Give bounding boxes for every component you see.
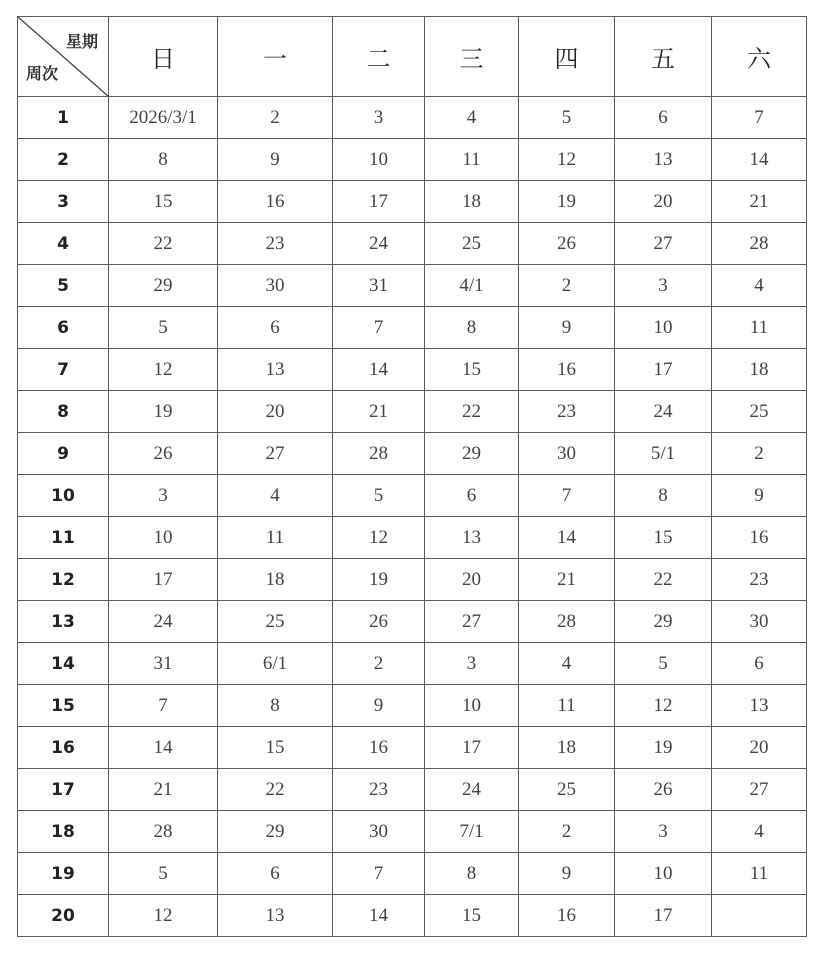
date-cell: 10 — [615, 307, 712, 349]
date-cell: 14 — [333, 895, 425, 937]
week-row — [18, 307, 807, 349]
week-number: 14 — [18, 643, 109, 685]
date-cell: 3 — [109, 475, 218, 517]
corner-header — [18, 17, 109, 97]
calendar-table — [17, 16, 807, 937]
date-cell: 22 — [109, 223, 218, 265]
date-cell: 18 — [218, 559, 333, 601]
date-cell: 24 — [333, 223, 425, 265]
date-cell: 7 — [333, 853, 425, 895]
week-number: 7 — [18, 349, 109, 391]
date-cell: 6 — [615, 97, 712, 139]
week-row — [18, 433, 807, 475]
week-row — [18, 769, 807, 811]
date-cell: 5 — [109, 307, 218, 349]
date-cell: 16 — [333, 727, 425, 769]
date-cell: 26 — [109, 433, 218, 475]
week-row — [18, 601, 807, 643]
date-cell: 6 — [218, 853, 333, 895]
date-cell — [712, 895, 807, 937]
date-cell: 14 — [519, 517, 615, 559]
date-cell: 17 — [109, 559, 218, 601]
date-cell: 27 — [218, 433, 333, 475]
date-cell: 25 — [712, 391, 807, 433]
date-cell: 12 — [519, 139, 615, 181]
date-cell: 16 — [519, 895, 615, 937]
date-cell: 13 — [615, 139, 712, 181]
week-row — [18, 223, 807, 265]
date-cell: 4 — [519, 643, 615, 685]
date-cell: 13 — [218, 895, 333, 937]
date-cell: 7/1 — [425, 811, 519, 853]
week-number: 1 — [18, 97, 109, 139]
date-cell: 3 — [425, 643, 519, 685]
date-cell: 15 — [425, 895, 519, 937]
week-row — [18, 517, 807, 559]
date-cell: 14 — [712, 139, 807, 181]
week-row — [18, 559, 807, 601]
date-cell: 2026/3/1 — [109, 97, 218, 139]
date-cell: 12 — [615, 685, 712, 727]
day-header: 二 — [333, 17, 425, 97]
date-cell: 19 — [109, 391, 218, 433]
date-cell: 17 — [333, 181, 425, 223]
week-number: 8 — [18, 391, 109, 433]
date-cell: 2 — [333, 643, 425, 685]
corner-label-week: 周次 — [26, 64, 59, 83]
date-cell: 30 — [519, 433, 615, 475]
date-cell: 12 — [333, 517, 425, 559]
week-number: 5 — [18, 265, 109, 307]
date-cell: 26 — [615, 769, 712, 811]
date-cell: 4/1 — [425, 265, 519, 307]
date-cell: 28 — [712, 223, 807, 265]
corner-label-weekday: 星期 — [65, 32, 98, 51]
date-cell: 29 — [425, 433, 519, 475]
date-cell: 24 — [109, 601, 218, 643]
date-cell: 10 — [425, 685, 519, 727]
date-cell: 9 — [712, 475, 807, 517]
date-cell: 29 — [218, 811, 333, 853]
date-cell: 24 — [425, 769, 519, 811]
date-cell: 20 — [712, 727, 807, 769]
date-cell: 6 — [218, 307, 333, 349]
date-cell: 21 — [712, 181, 807, 223]
week-number: 18 — [18, 811, 109, 853]
date-cell: 16 — [712, 517, 807, 559]
date-cell: 23 — [519, 391, 615, 433]
date-cell: 25 — [519, 769, 615, 811]
date-cell: 6 — [425, 475, 519, 517]
date-cell: 7 — [333, 307, 425, 349]
date-cell: 30 — [712, 601, 807, 643]
week-row — [18, 727, 807, 769]
date-cell: 5 — [615, 643, 712, 685]
week-row — [18, 811, 807, 853]
date-cell: 8 — [425, 307, 519, 349]
date-cell: 6 — [712, 643, 807, 685]
week-number: 16 — [18, 727, 109, 769]
date-cell: 11 — [712, 307, 807, 349]
date-cell: 19 — [519, 181, 615, 223]
date-cell: 18 — [425, 181, 519, 223]
week-number: 9 — [18, 433, 109, 475]
date-cell: 21 — [333, 391, 425, 433]
week-row — [18, 853, 807, 895]
date-cell: 14 — [333, 349, 425, 391]
week-number: 2 — [18, 139, 109, 181]
date-cell: 9 — [519, 853, 615, 895]
week-row — [18, 265, 807, 307]
week-number: 17 — [18, 769, 109, 811]
date-cell: 8 — [425, 853, 519, 895]
date-cell: 15 — [109, 181, 218, 223]
date-cell: 12 — [109, 895, 218, 937]
date-cell: 20 — [615, 181, 712, 223]
date-cell: 8 — [109, 139, 218, 181]
day-header: 六 — [712, 17, 807, 97]
week-row — [18, 181, 807, 223]
date-cell: 9 — [519, 307, 615, 349]
header-row — [18, 17, 807, 97]
date-cell: 11 — [218, 517, 333, 559]
week-row — [18, 475, 807, 517]
date-cell: 11 — [425, 139, 519, 181]
week-number: 15 — [18, 685, 109, 727]
date-cell: 18 — [712, 349, 807, 391]
date-cell: 28 — [109, 811, 218, 853]
date-cell: 22 — [218, 769, 333, 811]
date-cell: 9 — [333, 685, 425, 727]
date-cell: 4 — [218, 475, 333, 517]
date-cell: 4 — [712, 265, 807, 307]
week-row — [18, 643, 807, 685]
date-cell: 13 — [218, 349, 333, 391]
date-cell: 24 — [615, 391, 712, 433]
date-cell: 2 — [519, 811, 615, 853]
date-cell: 7 — [712, 97, 807, 139]
date-cell: 26 — [333, 601, 425, 643]
date-cell: 10 — [615, 853, 712, 895]
date-cell: 14 — [109, 727, 218, 769]
date-cell: 23 — [333, 769, 425, 811]
day-header: 日 — [109, 17, 218, 97]
date-cell: 5/1 — [615, 433, 712, 475]
date-cell: 20 — [218, 391, 333, 433]
date-cell: 3 — [615, 265, 712, 307]
date-cell: 3 — [615, 811, 712, 853]
week-number: 11 — [18, 517, 109, 559]
date-cell: 10 — [333, 139, 425, 181]
date-cell: 20 — [425, 559, 519, 601]
week-row — [18, 139, 807, 181]
date-cell: 5 — [109, 853, 218, 895]
date-cell: 8 — [615, 475, 712, 517]
date-cell: 28 — [519, 601, 615, 643]
date-cell: 7 — [109, 685, 218, 727]
date-cell: 23 — [712, 559, 807, 601]
date-cell: 25 — [425, 223, 519, 265]
week-row — [18, 349, 807, 391]
date-cell: 19 — [333, 559, 425, 601]
date-cell: 23 — [218, 223, 333, 265]
date-cell: 26 — [519, 223, 615, 265]
date-cell: 13 — [712, 685, 807, 727]
day-header: 一 — [218, 17, 333, 97]
date-cell: 29 — [109, 265, 218, 307]
week-row — [18, 685, 807, 727]
day-header: 三 — [425, 17, 519, 97]
date-cell: 6/1 — [218, 643, 333, 685]
date-cell: 22 — [425, 391, 519, 433]
date-cell: 19 — [615, 727, 712, 769]
date-cell: 15 — [218, 727, 333, 769]
date-cell: 22 — [615, 559, 712, 601]
week-number: 6 — [18, 307, 109, 349]
date-cell: 4 — [425, 97, 519, 139]
date-cell: 29 — [615, 601, 712, 643]
date-cell: 2 — [712, 433, 807, 475]
date-cell: 21 — [109, 769, 218, 811]
date-cell: 13 — [425, 517, 519, 559]
date-cell: 15 — [615, 517, 712, 559]
date-cell: 30 — [218, 265, 333, 307]
date-cell: 15 — [425, 349, 519, 391]
week-number: 20 — [18, 895, 109, 937]
date-cell: 28 — [333, 433, 425, 475]
date-cell: 16 — [519, 349, 615, 391]
date-cell: 2 — [218, 97, 333, 139]
day-header: 五 — [615, 17, 712, 97]
date-cell: 4 — [712, 811, 807, 853]
week-number: 19 — [18, 853, 109, 895]
date-cell: 16 — [218, 181, 333, 223]
week-number: 12 — [18, 559, 109, 601]
date-cell: 17 — [425, 727, 519, 769]
date-cell: 3 — [333, 97, 425, 139]
week-number: 3 — [18, 181, 109, 223]
date-cell: 27 — [712, 769, 807, 811]
date-cell: 2 — [519, 265, 615, 307]
date-cell: 11 — [712, 853, 807, 895]
week-row — [18, 391, 807, 433]
week-number: 13 — [18, 601, 109, 643]
date-cell: 17 — [615, 349, 712, 391]
week-row — [18, 97, 807, 139]
date-cell: 9 — [218, 139, 333, 181]
week-number: 4 — [18, 223, 109, 265]
date-cell: 8 — [218, 685, 333, 727]
date-cell: 31 — [109, 643, 218, 685]
date-cell: 7 — [519, 475, 615, 517]
date-cell: 27 — [615, 223, 712, 265]
day-header: 四 — [519, 17, 615, 97]
date-cell: 5 — [519, 97, 615, 139]
date-cell: 30 — [333, 811, 425, 853]
date-cell: 10 — [109, 517, 218, 559]
date-cell: 27 — [425, 601, 519, 643]
date-cell: 5 — [333, 475, 425, 517]
date-cell: 12 — [109, 349, 218, 391]
date-cell: 21 — [519, 559, 615, 601]
date-cell: 11 — [519, 685, 615, 727]
week-row — [18, 895, 807, 937]
date-cell: 31 — [333, 265, 425, 307]
date-cell: 25 — [218, 601, 333, 643]
week-number: 10 — [18, 475, 109, 517]
date-cell: 17 — [615, 895, 712, 937]
date-cell: 18 — [519, 727, 615, 769]
